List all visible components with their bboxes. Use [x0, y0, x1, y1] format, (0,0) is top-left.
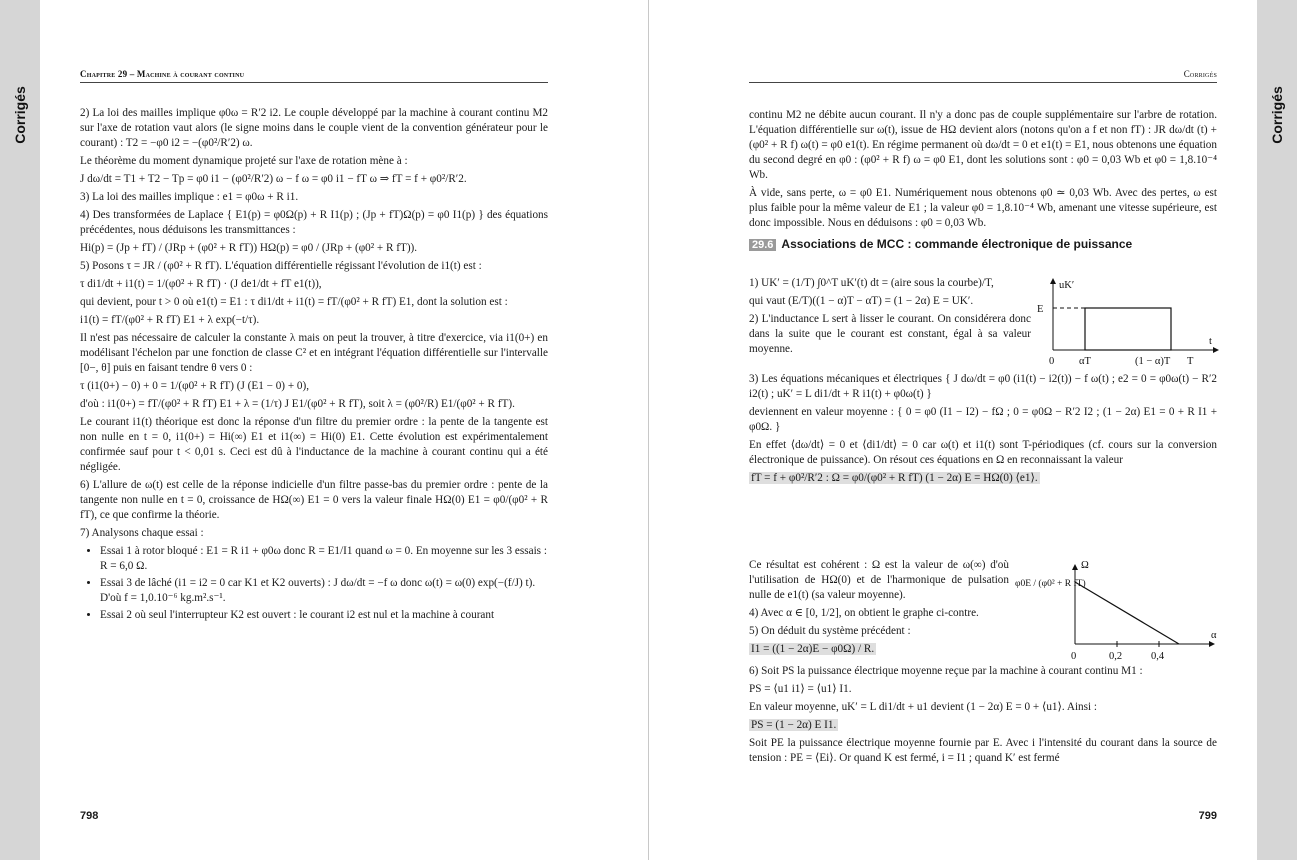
paragraph: 4) Avec α ∈ [0, 1/2], on obtient le graphe ci-contre.: [749, 607, 979, 619]
x-axis-label: t: [1209, 336, 1212, 347]
right-text-column-narrow-2: [749, 558, 1009, 660]
paragraph: 5) Posons τ = JR / (φ0² + R fT). L'équation différentielle régissant l'évolution de i1(t) est :: [80, 260, 482, 272]
paragraph: deviennent en valeur moyenne : { 0 = φ0 (I1 − I2) − fΩ ; 0 = φ0Ω − R′2 I2 ; (1 − 2α) E1 = 0 + R I1 + φ0Ω. }: [749, 406, 1217, 433]
running-header: Corrigés: [1183, 69, 1217, 79]
paragraph: 5) On déduit du système précédent :: [749, 625, 911, 637]
paragraph: 3) Les équations mécaniques et électriques { J dω/dt = φ0 (i1(t) − i2(t)) − f ω(t) ; e2 = 0 = φ0ω(t) − R′2 i2(t) ; uK′ = L di1/dt + R i1(t) + φ0ω(t) }: [749, 373, 1217, 400]
paragraph: 1) UK′ = (1/T) ∫0^T uK′(t) dt = (aire sous la courbe)/T,: [749, 277, 994, 289]
tick-label: 0: [1049, 356, 1055, 366]
section-number: 29.6: [749, 239, 776, 251]
paragraph: Ce résultat est cohérent : Ω est la valeur de ω(∞) d'où l'utilisation de HΩ(0) et de l'harmonique de pulsation nulle de e1(t) (sa valeur moyenne).: [749, 559, 1009, 601]
intercept-label: φ0E / (φ0² + R fT): [1015, 579, 1086, 589]
speed-line: [1075, 582, 1179, 644]
side-tab-label: Corrigés: [1269, 86, 1285, 144]
equation: I1 = ((1 − 2α)E − φ0Ω) / R.: [751, 643, 875, 655]
voltage-waveform-figure: [1033, 270, 1223, 366]
paragraph: Il n'est pas nécessaire de calculer la constante λ mais on peut la trouver, à titre d'exercice, via i1(0+) en modélisant l'échelon par une fonction de classe C² et en intégrant l'équation différentielle sur l'intervalle [0−, θ] puis en faisant tendre θ vers 0 :: [80, 332, 548, 374]
equation: i1(t) = fT/(φ0² + R fT) E1 + λ exp(−t/τ).: [80, 314, 260, 326]
equation: PS = (1 − 2α) E I1.: [751, 719, 837, 731]
equation: PS = ⟨u1 i1⟩ = ⟨u1⟩ I1.: [749, 683, 852, 695]
right-text-column-bottom: [749, 664, 1217, 769]
pulse: [1085, 308, 1171, 350]
y-axis-arrow: [1072, 564, 1078, 570]
paragraph: qui vaut (E/T)((1 − α)T − αT) = (1 − 2α) E = UK′.: [749, 295, 974, 307]
left-page: [0, 0, 648, 860]
equation: J dω/dt = T1 + T2 − Tp = φ0 i1 − (φ0²/R′2) ω − f ω = φ0 i1 − fT ω ⇒ fT = f + φ0²/R′2.: [80, 173, 467, 185]
tick-label: 0,4: [1151, 651, 1165, 662]
section-title: Associations de MCC : commande électronique de puissance: [781, 237, 1133, 251]
list-item: • Essai 3 de lâché (i1 = i2 = 0 car K1 et K2 ouverts) : J dω/dt = −f ω donc ω(t) = ω(0) exp(−(f/J) t). D'où f = 1,0.10⁻⁶ kg.m².s⁻¹.: [100, 576, 548, 606]
header-rule: [749, 82, 1217, 83]
paragraph: d'où : i1(0+) = fT/(φ0² + R fT) E1 + λ = (1/τ) J E1/(φ0² + R fT), soit λ = (φ0²/R) E1/(φ0² + R fT).: [80, 398, 515, 410]
y-axis-arrow: [1050, 278, 1056, 284]
side-tab-right: [1257, 0, 1297, 860]
x-axis-label: α: [1211, 630, 1217, 641]
paragraph: 2) L'inductance L sert à lisser le courant. On considérera donc dans la suite que le courant est constant, égal à sa valeur moyenne.: [749, 313, 1031, 355]
tick-label: (1 − α)T: [1135, 356, 1171, 366]
paragraph: 7) Analysons chaque essai :: [80, 527, 204, 539]
page-number: 798: [80, 810, 99, 822]
tick-label: 0: [1071, 651, 1077, 662]
paragraph: continu M2 ne débite aucun courant. Il n'y a donc pas de couple supplémentaire sur l'arbre de rotation. L'équation différentielle sur ω(t), issue de HΩ devient alors (notons qu'on a f et non fT) : JR dω/dt (t) + (φ0² + R f) ω(t) = φ0 e1(t). En régime permanent où dω/dt = 0 et e1(t) = E1, nous obtenons une équation du second degré en φ0 : (φ0² + R f) ω = φ0 E1, dont les solutions sont : φ0 = 0,03 Wb et φ0 = 1,8.10⁻⁴ Wb.: [749, 109, 1217, 181]
list-item: • Essai 1 à rotor bloqué : E1 = R i1 + φ0ω donc R = E1/I1 quand ω = 0. En moyenne sur les 3 essais : R = 6,0 Ω.: [100, 544, 548, 574]
tick-label: T: [1187, 356, 1194, 366]
level-label: E: [1037, 304, 1044, 315]
page-number: 799: [1198, 810, 1217, 822]
x-axis-arrow: [1213, 347, 1219, 353]
paragraph: 4) Des transformées de Laplace { E1(p) = φ0Ω(p) + R I1(p) ; (Jp + fT)Ω(p) = φ0 I1(p) } des équations précédentes, nous déduisons les transmittances :: [80, 209, 548, 236]
right-page: [649, 0, 1297, 860]
paragraph: Soit PE la puissance électrique moyenne fournie par E. Avec i l'intensité du courant dans la source de tension : PE = ⟨Ei⟩. Or quand K est fermé, i = I1 ; quand K′ est fermé: [749, 737, 1217, 764]
equation: fT = f + φ0²/R′2 : Ω = φ0/(φ0² + R fT) (1 − 2α) E = HΩ(0) ⟨e1⟩.: [751, 472, 1038, 484]
right-text-column-top: [749, 108, 1217, 259]
paragraph: En valeur moyenne, uK′ = L di1/dt + u1 devient (1 − 2α) E = 0 + ⟨u1⟩. Ainsi :: [749, 701, 1098, 713]
equation: τ (i1(0+) − 0) + 0 = 1/(φ0² + R fT) (J (E1 − 0) + 0),: [80, 380, 310, 392]
essai-list: [80, 544, 548, 623]
section-heading: [749, 237, 1217, 253]
y-axis-label: uK′: [1059, 280, 1075, 291]
paragraph: En effet ⟨dω/dt⟩ = 0 et ⟨di1/dt⟩ = 0 car ω(t) et i1(t) sont T-périodiques (cf. cours sur la conversion électronique de puissance). On résout ces équations en Ω en reconnaissant la valeur: [749, 439, 1217, 466]
equation: τ di1/dt + i1(t) = 1/(φ0² + R fT) · (J de1/dt + fT e1(t)),: [80, 278, 322, 290]
speed-vs-alpha-figure: [1015, 556, 1221, 666]
paragraph: qui devient, pour t > 0 où e1(t) = E1 : τ di1/dt + i1(t) = fT/(φ0² + R fT) E1, dont la solution est :: [80, 296, 508, 308]
header-rule: [80, 82, 548, 83]
y-axis-label: Ω: [1081, 560, 1089, 571]
equation: Hi(p) = (Jp + fT) / (JRp + (φ0² + R fT)) HΩ(p) = φ0 / (JRp + (φ0² + R fT)).: [80, 242, 418, 254]
list-item: • Essai 2 où seul l'interrupteur K2 est ouvert : le courant i2 est nul et la machine à courant: [100, 608, 548, 623]
paragraph: 2) La loi des mailles implique φ0ω = R′2 i2. Le couple développé par la machine à courant continu M2 sur l'axe de rotation vaut alors (le signe moins dans le couple vient de la convention générateur pour le courant) : T2 = −φ0 i2 = −(φ0²/R′2) ω.: [80, 107, 548, 149]
paragraph: Le courant i1(t) théorique est donc la réponse d'un filtre du premier ordre : la pente de la tangente est non nulle en t = 0, i1(0+) = Hi(∞) E1 et i1(∞) = Hi(0) E1. Cette évolution est expérimentalement confirmée sauf pour t < 0,01 s. Ceci est dû à l'inductance de la machine à courant continu qui a été négligée.: [80, 416, 548, 473]
tick-label: 0,2: [1109, 651, 1123, 662]
paragraph: 6) L'allure de ω(t) est celle de la réponse indicielle d'un filtre passe-bas du premier ordre : pente de la tangente non nulle en t = 0, croissance de HΩ(∞) E1 = 0 vers la valeur finale HΩ(0) E1 = φ0/(φ0² + R fT), ce que confirme la théorie.: [80, 479, 548, 521]
right-text-column-mid: [749, 372, 1217, 489]
running-header: Chapitre 29 – Machine à courant continu: [80, 69, 245, 79]
paragraph: Le théorème du moment dynamique projeté sur l'axe de rotation mène à :: [80, 155, 408, 167]
paragraph: 6) Soit PS la puissance électrique moyenne reçue par la machine à courant continu M1 :: [749, 665, 1143, 677]
left-text-column: [80, 106, 548, 625]
tick-label: αT: [1079, 356, 1091, 366]
side-tab-left: [0, 0, 40, 860]
paragraph: À vide, sans perte, ω = φ0 E1. Numériquement nous obtenons φ0 ≃ 0,03 Wb. Avec des pertes, ω est plus faible pour la même valeur de E1 ; la valeur φ0 = 1,8.10⁻⁴ Wb, amenant une vitesse supérieure, est donc impossible. Nous en déduisons : φ0 = 0,03 Wb.: [749, 187, 1217, 229]
paragraph: 3) La loi des mailles implique : e1 = φ0ω + R i1.: [80, 191, 299, 203]
x-axis-arrow: [1209, 641, 1215, 647]
right-text-column-narrow-1: [749, 276, 1031, 360]
side-tab-label: Corrigés: [12, 86, 28, 144]
